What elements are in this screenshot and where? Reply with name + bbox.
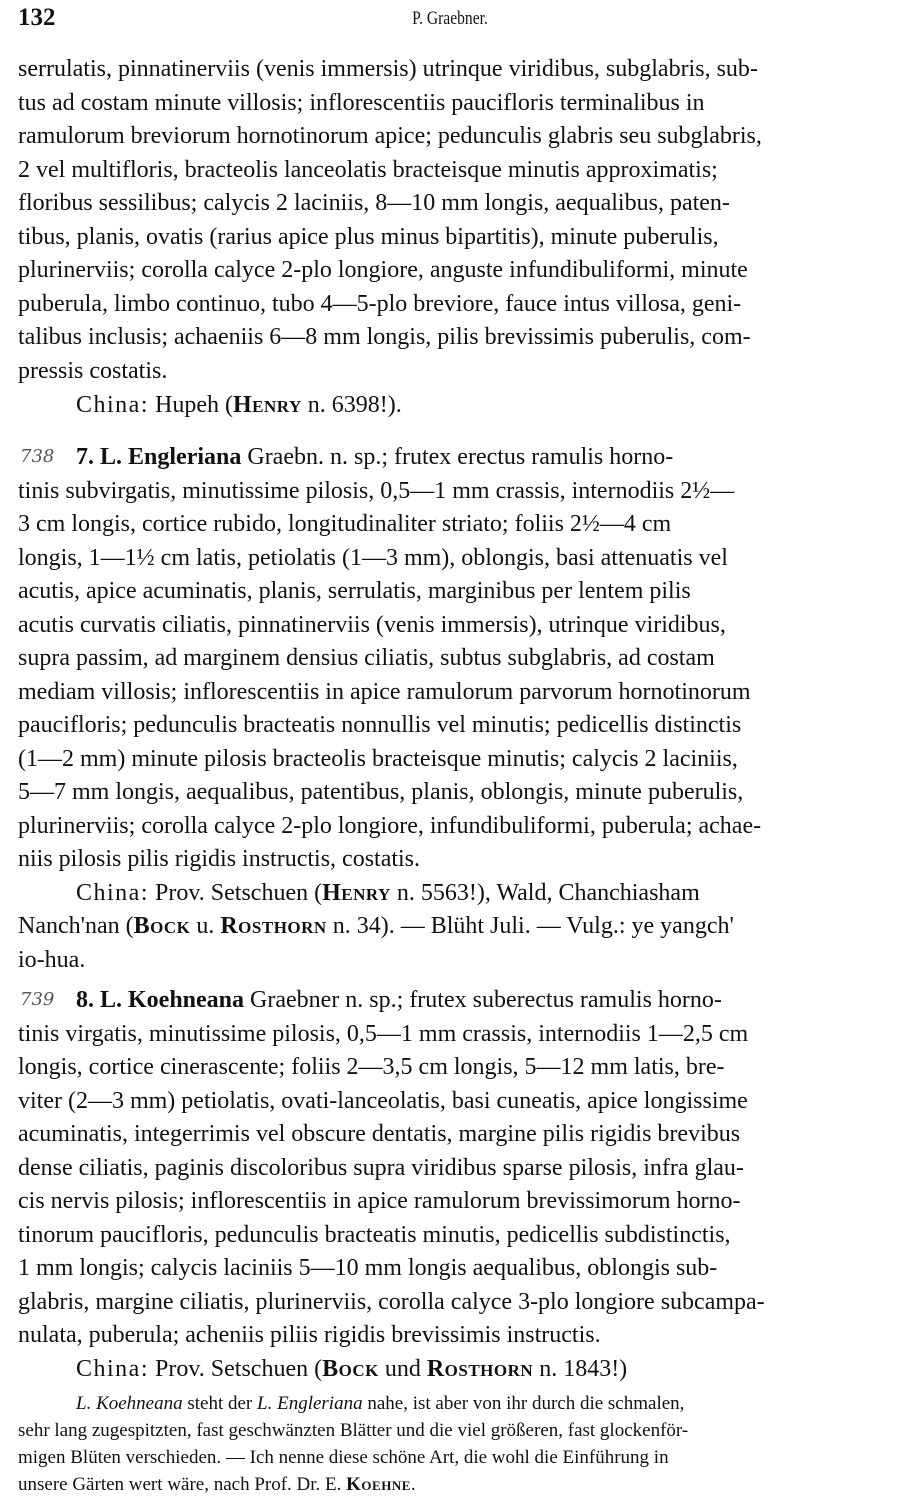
note-text: . — [410, 1474, 416, 1495]
locality-text: Nanch'nan ( — [18, 913, 134, 939]
text-line: 5—7 mm longis, aequalibus, patentibus, planis, oblongis, minute puberulis, — [18, 779, 744, 805]
note-line: migen Blüten verschieden. — Ich nenne diese schöne Art, die wohl die Einführung in — [18, 1447, 669, 1468]
locality-text: n. 5563!), Wald, Chanchiasham — [390, 880, 700, 906]
text-line: glabris, margine ciliatis, plurinerviis, corolla calyce 3-plo longiore subcampa- — [18, 1289, 765, 1315]
species-genus: L. — [100, 987, 123, 1013]
note-text: unsere Gärten wert wäre, nach Prof. Dr. E. — [18, 1474, 347, 1495]
text-line: plurinerviis; corolla calyce 2-plo longiore, anguste infundibuliformi, minute — [18, 257, 748, 283]
locality-line: io-hua. — [18, 947, 86, 973]
species-epithet: Engleriana — [128, 444, 242, 470]
species-reference: L. Engleriana — [257, 1393, 363, 1414]
species-description-start: Graebn. n. sp.; frutex erectus ramulis horno- — [247, 444, 674, 470]
species-genus: L. — [100, 444, 123, 470]
page-number: 132 — [18, 4, 56, 31]
text-line: cis nervis pilosis; inflorescentiis in apice ramulorum brevissimorum horno- — [18, 1188, 741, 1214]
note-line: sehr lang zugespitzten, fast geschwänzten Blätter und die viel größeren, fast glockenför- — [18, 1420, 689, 1441]
locality-place: Hupeh ( — [155, 392, 233, 418]
species-heading-line — [76, 985, 886, 1015]
locality-text: n. 1843!) — [533, 1356, 628, 1382]
text-line: longis, 1—1½ cm latis, petiolatis (1—3 mm), oblongis, basi attenuatis vel — [18, 545, 728, 571]
note-text: nahe, ist aber von ihr durch die schmalen, — [362, 1393, 685, 1414]
text-line: ramulorum breviorum hornotinorum apice; pedunculis glabris seu subglabris, — [18, 123, 762, 149]
text-line: supra passim, ad marginem densius ciliatis, subtus subglabris, ad costam — [18, 645, 715, 671]
text-line: dense ciliatis, paginis discoloribus supra viridibus sparse pilosis, infra glau- — [18, 1155, 744, 1181]
species-reference: L. Koehneana — [76, 1393, 183, 1414]
locality-text: n. 34). — Blüht Juli. — Vulg.: ye yangch' — [326, 913, 734, 939]
text-line: acutis curvatis ciliatis, pinnatinerviis (venis immersis), utrinque viridibus, — [18, 612, 726, 638]
person-name: Koehne — [346, 1474, 411, 1495]
text-line: talibus inclusis; achaeniis 6—8 mm longis, pilis brevissimis puberulis, com- — [18, 324, 751, 350]
text-line: puberula, limbo continuo, tubo 4—5-plo breviore, fauce intus villosa, geni- — [18, 291, 742, 317]
text-line: acutis, apice acuminatis, planis, serrulatis, marginibus per lentem pilis — [18, 578, 691, 604]
collection-number: n. 6398!). — [301, 392, 402, 418]
text-line: 3 cm longis, cortice rubido, longitudinaliter striato; foliis 2½—4 cm — [18, 511, 672, 537]
species-number: 7. — [76, 444, 94, 470]
locality-text: Prov. Setschuen ( — [149, 880, 323, 906]
species-heading-line — [76, 442, 886, 472]
text-line: viter (2—3 mm) petiolatis, ovati-lanceolatis, basi cuneatis, apice longissime — [18, 1088, 748, 1114]
text-line: pressis costatis. — [18, 358, 168, 384]
handwritten-margin-note: 739 — [20, 989, 55, 1010]
text-line: 2 vel multifloris, bracteolis lanceolatis bracteisque minutis approximatis; — [18, 157, 718, 183]
running-head: P. Graebner. — [412, 8, 488, 29]
locality-region: China: — [76, 880, 149, 906]
text-line: paucifloris; pedunculis bracteatis nonnullis vel minutis; pedicellis distinctis — [18, 712, 742, 738]
note-line — [76, 1392, 886, 1416]
locality-line — [18, 911, 886, 941]
text-line: tinorum paucifloris, pedunculis bracteatis minutis, pedicellis subdistinctis, — [18, 1222, 731, 1248]
note-line — [18, 1473, 886, 1497]
collector-name: Henry — [322, 880, 391, 906]
species-epithet: Koehneana — [128, 987, 245, 1013]
collector-name: Bock — [133, 913, 191, 939]
collector-name: Rosthorn — [426, 1356, 534, 1382]
text-line: plurinerviis; corolla calyce 2-plo longiore, infundibuliformi, puberula; achae- — [18, 813, 762, 839]
locality-text: Prov. Setschuen ( — [149, 1356, 323, 1382]
locality-text: u. — [190, 913, 221, 939]
locality-line — [76, 390, 886, 420]
collector-name: Bock — [322, 1356, 379, 1382]
locality-line — [76, 878, 886, 908]
handwritten-margin-note: 738 — [20, 446, 55, 467]
text-line: longis, cortice cinerascente; foliis 2—3,5 cm longis, 5—12 mm latis, bre- — [18, 1054, 725, 1080]
locality-text: und — [378, 1356, 427, 1382]
species-number: 8. — [76, 987, 94, 1013]
collector-name: Henry — [232, 392, 302, 418]
text-line: 1 mm longis; calycis laciniis 5—10 mm longis aequalibus, oblongis sub- — [18, 1255, 718, 1281]
text-line: nulata, puberula; acheniis piliis rigidis brevissimis instructis. — [18, 1322, 601, 1348]
species-description-start: Graebner n. sp.; frutex suberectus ramulis horno- — [250, 987, 722, 1013]
text-line: niis pilosis pilis rigidis instructis, costatis. — [18, 846, 421, 872]
locality-line — [76, 1354, 886, 1384]
text-line: serrulatis, pinnatinerviis (venis immersis) utrinque viridibus, subglabris, sub- — [18, 56, 758, 82]
text-line: (1—2 mm) minute pilosis bracteolis bracteisque minutis; calycis 2 laciniis, — [18, 746, 738, 772]
text-line: tinis virgatis, minutissime pilosis, 0,5—1 mm crassis, internodiis 1—2,5 cm — [18, 1021, 749, 1047]
text-line: floribus sessilibus; calycis 2 laciniis, 8—10 mm longis, aequalibus, paten- — [18, 190, 730, 216]
text-line: tus ad costam minute villosis; inflorescentiis paucifloris terminalibus in — [18, 90, 705, 116]
text-line: tibus, planis, ovatis (rarius apice plus minus bipartitis), minute puberulis, — [18, 224, 719, 250]
locality-region: China: — [76, 1356, 149, 1382]
text-line: tinis subvirgatis, minutissime pilosis, 0,5—1 mm crassis, internodiis 2½— — [18, 478, 735, 504]
text-line: acuminatis, integerrimis vel obscure dentatis, margine pilis rigidis brevibus — [18, 1121, 741, 1147]
collector-name: Rosthorn — [220, 913, 327, 939]
note-text: steht der — [182, 1393, 258, 1414]
locality-region: China: — [76, 392, 149, 418]
text-line: mediam villosis; inflorescentiis in apice ramulorum parvorum hornotinorum — [18, 679, 751, 705]
